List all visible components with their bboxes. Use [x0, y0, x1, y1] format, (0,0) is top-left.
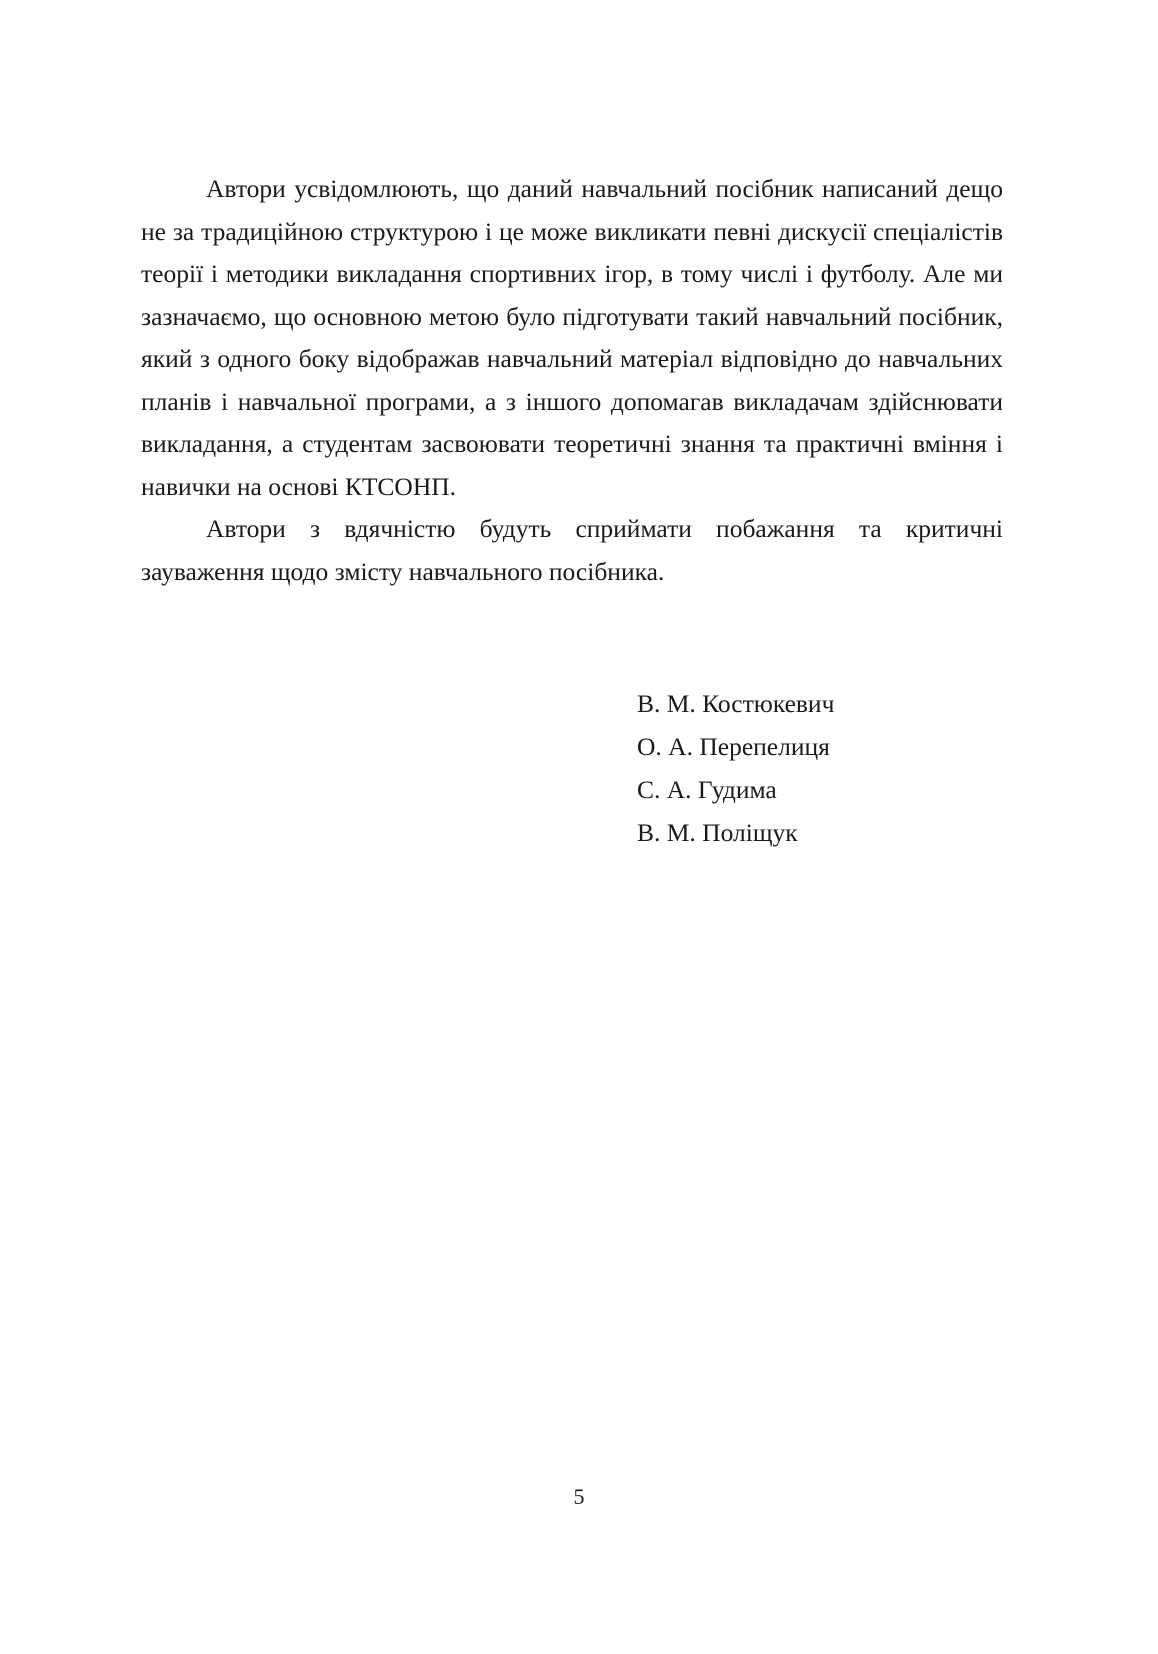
paragraph-feedback: Автори з вдячністю будуть сприймати побажання та критичні зауваження щодо змісту навчального посібника.: [141, 514, 1003, 586]
author-name: О. А. Перепелиця: [637, 732, 830, 761]
preface-body: [141, 168, 1003, 593]
page-number: 5: [573, 1484, 585, 1509]
author-name: В. М. Поліщук: [637, 818, 798, 847]
author-name: С. А. Гудима: [637, 775, 777, 804]
author-signatures: [637, 682, 834, 854]
paragraph-intro: Автори усвідомлюють, що даний навчальний посібник написаний дещо не за традиційною структурою і це може викликати певні дискусії спеціалістів теорії і методики викладання спортивних ігор, в тому числі і футболу. Але ми зазначаємо, що основною метою було підготувати такий навчальний посібник, який з одного боку відображав навчальний матеріал відповідно до навчальних планів і навчальної програми, а з іншого допомагав викладачам здійснювати викладання, а студентам засвоювати теоретичні знання та практичні вміння і навички на основі КТСОНП.: [141, 174, 1003, 501]
author-name: В. М. Костюкевич: [637, 689, 835, 718]
